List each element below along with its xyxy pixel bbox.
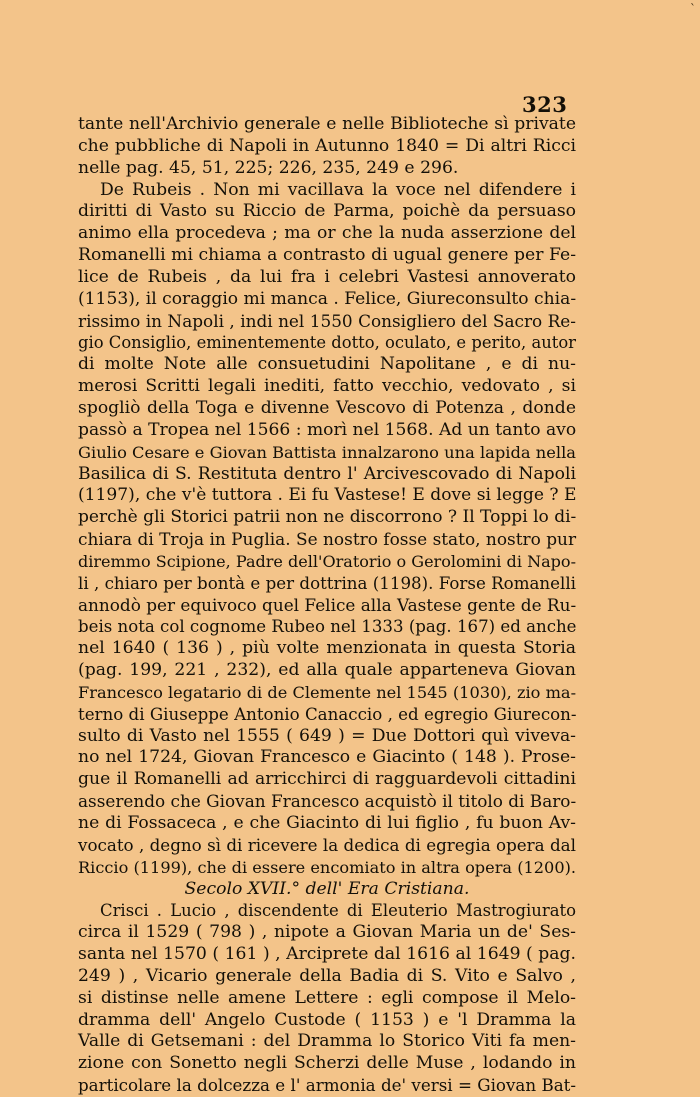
corner-mark: ` bbox=[690, 2, 696, 16]
text-line: Romanelli mi chiama a contrasto di ugual genere per Fe- bbox=[78, 245, 576, 266]
text-line: si distinse nelle amene Lettere : egli compose il Melo- bbox=[78, 987, 576, 1008]
text-line: dramma dell' Angelo Custode ( 1153 ) e 'l Dramma la bbox=[78, 1009, 576, 1030]
page-body-text bbox=[78, 114, 576, 1097]
text-line: li , chiaro per bontà e per dottrina (1198). Forse Romanelli bbox=[78, 573, 576, 593]
text-line: nel 1640 ( 136 ) , più volte menzionata in questa Storia bbox=[78, 638, 576, 659]
text-line: no nel 1724, Giovan Francesco e Giacinto ( 148 ). Prose- bbox=[78, 747, 576, 768]
text-line: perchè gli Storici patrii non ne discorrono ? Il Toppi lo di- bbox=[78, 507, 577, 528]
text-line: lice de Rubeis , da lui fra i celebri Vastesi annoverato bbox=[78, 266, 576, 287]
text-line: ne di Fossaceca , e che Giacinto di lui figlio , fu buon Av- bbox=[78, 813, 576, 833]
text-line: (pag. 199, 221 , 232), ed alla quale apparteneva Giovan bbox=[78, 660, 576, 681]
text-line: merosi Scritti legali inediti, fatto vecchio, vedovato , si bbox=[78, 376, 576, 397]
text-line: chiara di Troja in Puglia. Se nostro fosse stato, nostro pur bbox=[78, 529, 577, 550]
section-heading: Secolo XVII.° dell' Era Cristiana. bbox=[184, 878, 470, 899]
text-line: (1197), che v'è tuttora . Ei fu Vastese! E dove si legge ? E bbox=[78, 485, 577, 506]
page-number: 323 bbox=[522, 92, 568, 117]
text-line: tante nell'Archivio generale e nelle Biblioteche sì private bbox=[78, 114, 576, 134]
text-line: terno di Giuseppe Antonio Canaccio , ed egregio Giurecon- bbox=[78, 704, 577, 724]
text-line: gio Consiglio, eminentemente dotto, oculato, e perito, autor bbox=[78, 333, 576, 353]
text-line: annodò per equivoco quel Felice alla Vastese gente de Ru- bbox=[78, 594, 577, 615]
text-line: zione con Sonetto negli Scherzi delle Muse , lodando in bbox=[78, 1053, 576, 1074]
text-line: di molte Note alle consuetudini Napolitane , e di nu- bbox=[78, 354, 576, 375]
text-line: particolare la dolcezza e l' armonia de' versi = Giovan Bat- bbox=[78, 1075, 576, 1096]
text-line: Francesco legatario di de Clemente nel 1545 (1030), zio ma- bbox=[78, 682, 577, 702]
text-line: Valle di Getsemani : del Dramma lo Storico Viti fa men- bbox=[78, 1031, 576, 1052]
text-line: nelle pag. 45, 51, 225; 226, 235, 249 e 296. bbox=[78, 157, 459, 178]
text-line: sulto di Vasto nel 1555 ( 649 ) = Due Dottori quì viveva- bbox=[78, 725, 576, 746]
text-line: santa nel 1570 ( 161 ) , Arciprete dal 1616 al 1649 ( pag. bbox=[78, 944, 576, 965]
text-line: passò a Tropea nel 1566 : morì nel 1568. Ad un tanto avo bbox=[78, 419, 577, 440]
text-line: 249 ) , Vicario generale della Badia di S. Vito e Salvo , bbox=[78, 965, 576, 986]
text-line: De Rubeis . Non mi vacillava la voce nel difendere i bbox=[100, 179, 576, 200]
text-line: Basilica di S. Restituta dentro l' Arcivescovado di Napoli bbox=[78, 463, 576, 484]
text-line: asserendo che Giovan Francesco acquistò il titolo di Baro- bbox=[78, 791, 577, 812]
text-line: rissimo in Napoli , indi nel 1550 Consigliero del Sacro Re- bbox=[78, 310, 576, 331]
text-line: diritti di Vasto su Riccio de Parma, poichè da persuaso bbox=[78, 201, 576, 222]
text-line: gue il Romanelli ad arricchirci di ragguardevoli cittadini bbox=[78, 769, 576, 790]
text-line: beis nota col cognome Rubeo nel 1333 (pag. 167) ed anche bbox=[78, 617, 577, 637]
text-line: (1153), il coraggio mi manca . Felice, Giureconsulto chia- bbox=[78, 288, 577, 309]
text-line: animo ella procedeva ; ma or che la nuda asserzione del bbox=[78, 223, 576, 244]
text-line: che pubbliche di Napoli in Autunno 1840 = Di altri Ricci bbox=[78, 135, 576, 156]
text-line: diremmo Scipione, Padre dell'Oratorio o Gerolomini di Napo- bbox=[78, 551, 576, 571]
text-line: circa il 1529 ( 798 ) , nipote a Giovan Maria un de' Ses- bbox=[78, 922, 576, 943]
text-line: Riccio (1199), che di essere encomiato in altra opera (1200). bbox=[78, 857, 577, 877]
text-line: Crisci . Lucio , discendente di Eleuterio Mastrogiurato bbox=[100, 901, 576, 921]
text-line: spogliò della Toga e divenne Vescovo di Potenza , donde bbox=[78, 397, 576, 418]
text-line: Giulio Cesare e Giovan Battista innalzarono una lapida nella bbox=[78, 442, 576, 462]
text-line: vocato , degno sì di ricevere la dedica di egregia opera dal bbox=[78, 834, 576, 855]
